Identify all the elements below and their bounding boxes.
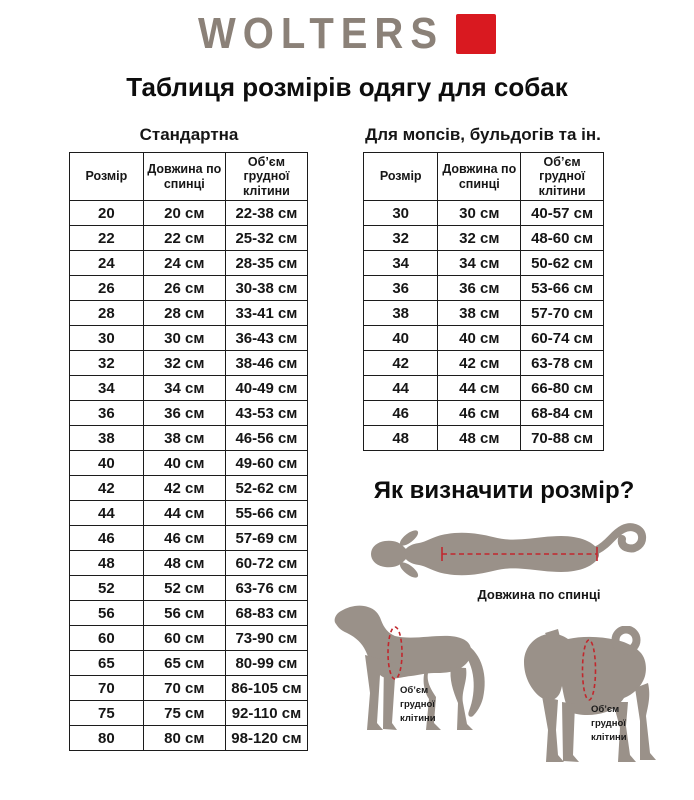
- table-cell: 42 см: [143, 476, 225, 501]
- table-cell: 36 см: [438, 276, 521, 301]
- table-cell: 40: [364, 326, 438, 351]
- table-cell: 48: [70, 551, 144, 576]
- table-row: [70, 551, 308, 576]
- table-cell: 34: [364, 251, 438, 276]
- table-cell: 38: [364, 301, 438, 326]
- standard-table-title: Стандартна: [139, 125, 239, 144]
- table-cell: 70: [70, 676, 144, 701]
- table-cell: 34 см: [143, 376, 225, 401]
- col-header-chest: Об’єм грудної клітини: [225, 153, 307, 201]
- back-length-label: Довжина по спинці: [477, 587, 601, 602]
- table-row: [70, 251, 308, 276]
- table-cell: 36 см: [143, 401, 225, 426]
- table-cell: 68-84 см: [521, 401, 604, 426]
- table-row: [364, 326, 604, 351]
- table-cell: 56 см: [143, 601, 225, 626]
- table-cell: 38-46 см: [225, 351, 307, 376]
- col-header-back-length: Довжина по спинці: [143, 153, 225, 201]
- table-cell: 42: [364, 351, 438, 376]
- table-cell: 44: [364, 376, 438, 401]
- table-cell: 42: [70, 476, 144, 501]
- chest-girth-label: Об’єм грудної клітини: [400, 685, 436, 724]
- table-row: [364, 401, 604, 426]
- table-cell: 30 см: [438, 201, 521, 226]
- table-cell: 48 см: [438, 426, 521, 451]
- table-cell: 55-66 см: [225, 501, 307, 526]
- brand-logo-text: WOLTERS: [197, 10, 444, 58]
- table-cell: 40-57 см: [521, 201, 604, 226]
- table-cell: 80 см: [143, 726, 225, 751]
- table-cell: 20: [70, 201, 144, 226]
- table-cell: 75: [70, 701, 144, 726]
- table-cell: 60-74 см: [521, 326, 604, 351]
- table-row: [364, 301, 604, 326]
- table-cell: 92-110 см: [225, 701, 307, 726]
- table-cell: 49-60 см: [225, 451, 307, 476]
- table-cell: 28 см: [143, 301, 225, 326]
- page-title: Таблиця розмірів одягу для собак: [126, 72, 568, 102]
- table-cell: 42 см: [438, 351, 521, 376]
- table-header-row: [70, 153, 308, 201]
- dog-bulldog-icon: [518, 626, 664, 772]
- table-cell: 38 см: [438, 301, 521, 326]
- table-row: [70, 401, 308, 426]
- table-cell: 52-62 см: [225, 476, 307, 501]
- table-row: [364, 201, 604, 226]
- table-cell: 80-99 см: [225, 651, 307, 676]
- how-to-title: Як визначити розмір?: [373, 477, 635, 504]
- table-cell: 60: [70, 626, 144, 651]
- table-cell: 36-43 см: [225, 326, 307, 351]
- table-cell: 46-56 см: [225, 426, 307, 451]
- table-row: [70, 476, 308, 501]
- table-cell: 48: [364, 426, 438, 451]
- table-cell: 44 см: [438, 376, 521, 401]
- table-cell: 32: [70, 351, 144, 376]
- brand-logo: [0, 10, 694, 58]
- table-cell: 53-66 см: [521, 276, 604, 301]
- table-cell: 48-60 см: [521, 226, 604, 251]
- table-cell: 28-35 см: [225, 251, 307, 276]
- dog-bulldog-figure: [518, 626, 664, 772]
- table-row: [70, 376, 308, 401]
- table-row: [70, 601, 308, 626]
- table-row: [364, 426, 604, 451]
- dog-top-view-icon: [368, 521, 664, 585]
- table-cell: 44: [70, 501, 144, 526]
- table-cell: 24 см: [143, 251, 225, 276]
- table-cell: 28: [70, 301, 144, 326]
- table-cell: 22: [70, 226, 144, 251]
- table-cell: 63-78 см: [521, 351, 604, 376]
- table-cell: 24: [70, 251, 144, 276]
- table-header-row: [364, 153, 604, 201]
- table-cell: 66-80 см: [521, 376, 604, 401]
- pugs-table-body: [364, 201, 604, 451]
- table-cell: 30 см: [143, 326, 225, 351]
- table-cell: 36: [70, 401, 144, 426]
- dog-top-view-figure: [368, 521, 664, 585]
- table-cell: 70 см: [143, 676, 225, 701]
- table-row: [70, 626, 308, 651]
- table-row: [364, 376, 604, 401]
- dog-standard-figure: [331, 603, 489, 736]
- table-row: [364, 251, 604, 276]
- table-cell: 63-76 см: [225, 576, 307, 601]
- table-cell: 50-62 см: [521, 251, 604, 276]
- table-cell: 40: [70, 451, 144, 476]
- table-cell: 43-53 см: [225, 401, 307, 426]
- table-cell: 65 см: [143, 651, 225, 676]
- table-cell: 34 см: [438, 251, 521, 276]
- table-row: [364, 276, 604, 301]
- col-header-size: Розмір: [70, 153, 144, 201]
- table-row: [70, 701, 308, 726]
- table-row: [70, 351, 308, 376]
- table-row: [70, 426, 308, 451]
- table-cell: 57-69 см: [225, 526, 307, 551]
- table-cell: 32 см: [143, 351, 225, 376]
- pugs-size-table: [363, 152, 604, 451]
- table-cell: 38 см: [143, 426, 225, 451]
- table-row: [70, 651, 308, 676]
- table-cell: 73-90 см: [225, 626, 307, 651]
- table-cell: 30: [364, 201, 438, 226]
- table-cell: 65: [70, 651, 144, 676]
- table-row: [70, 676, 308, 701]
- col-header-back-length: Довжина по спинці: [438, 153, 521, 201]
- pugs-table-title: Для мопсів, бульдогів та ін.: [365, 125, 601, 144]
- table-cell: 34: [70, 376, 144, 401]
- table-cell: 36: [364, 276, 438, 301]
- table-cell: 46 см: [438, 401, 521, 426]
- table-cell: 30: [70, 326, 144, 351]
- table-row: [70, 326, 308, 351]
- table-cell: 68-83 см: [225, 601, 307, 626]
- table-cell: 80: [70, 726, 144, 751]
- table-row: [70, 226, 308, 251]
- table-cell: 32: [364, 226, 438, 251]
- table-cell: 44 см: [143, 501, 225, 526]
- table-cell: 33-41 см: [225, 301, 307, 326]
- table-cell: 40-49 см: [225, 376, 307, 401]
- table-row: [70, 526, 308, 551]
- table-cell: 48 см: [143, 551, 225, 576]
- standard-size-table: [69, 152, 308, 751]
- table-cell: 40 см: [438, 326, 521, 351]
- table-row: [70, 501, 308, 526]
- table-cell: 52: [70, 576, 144, 601]
- table-cell: 98-120 см: [225, 726, 307, 751]
- table-cell: 38: [70, 426, 144, 451]
- col-header-size: Розмір: [364, 153, 438, 201]
- standard-table-body: [70, 201, 308, 751]
- col-header-chest: Об’єм грудної клітини: [521, 153, 604, 201]
- table-cell: 26 см: [143, 276, 225, 301]
- table-row: [70, 451, 308, 476]
- table-cell: 25-32 см: [225, 226, 307, 251]
- table-cell: 20 см: [143, 201, 225, 226]
- table-cell: 60 см: [143, 626, 225, 651]
- table-cell: 22-38 см: [225, 201, 307, 226]
- table-cell: 46: [70, 526, 144, 551]
- table-cell: 32 см: [438, 226, 521, 251]
- table-cell: 52 см: [143, 576, 225, 601]
- table-row: [70, 576, 308, 601]
- table-cell: 22 см: [143, 226, 225, 251]
- brand-logo-square-icon: [456, 14, 496, 54]
- table-cell: 57-70 см: [521, 301, 604, 326]
- table-cell: 75 см: [143, 701, 225, 726]
- table-cell: 60-72 см: [225, 551, 307, 576]
- table-cell: 46 см: [143, 526, 225, 551]
- chest-girth-label: Об’єм грудної клітини: [591, 704, 627, 743]
- table-row: [70, 726, 308, 751]
- table-cell: 46: [364, 401, 438, 426]
- table-row: [364, 226, 604, 251]
- table-cell: 26: [70, 276, 144, 301]
- table-cell: 56: [70, 601, 144, 626]
- table-cell: 40 см: [143, 451, 225, 476]
- table-row: [70, 201, 308, 226]
- table-cell: 86-105 см: [225, 676, 307, 701]
- table-row: [70, 301, 308, 326]
- table-row: [364, 351, 604, 376]
- table-cell: 30-38 см: [225, 276, 307, 301]
- table-row: [70, 276, 308, 301]
- table-cell: 70-88 см: [521, 426, 604, 451]
